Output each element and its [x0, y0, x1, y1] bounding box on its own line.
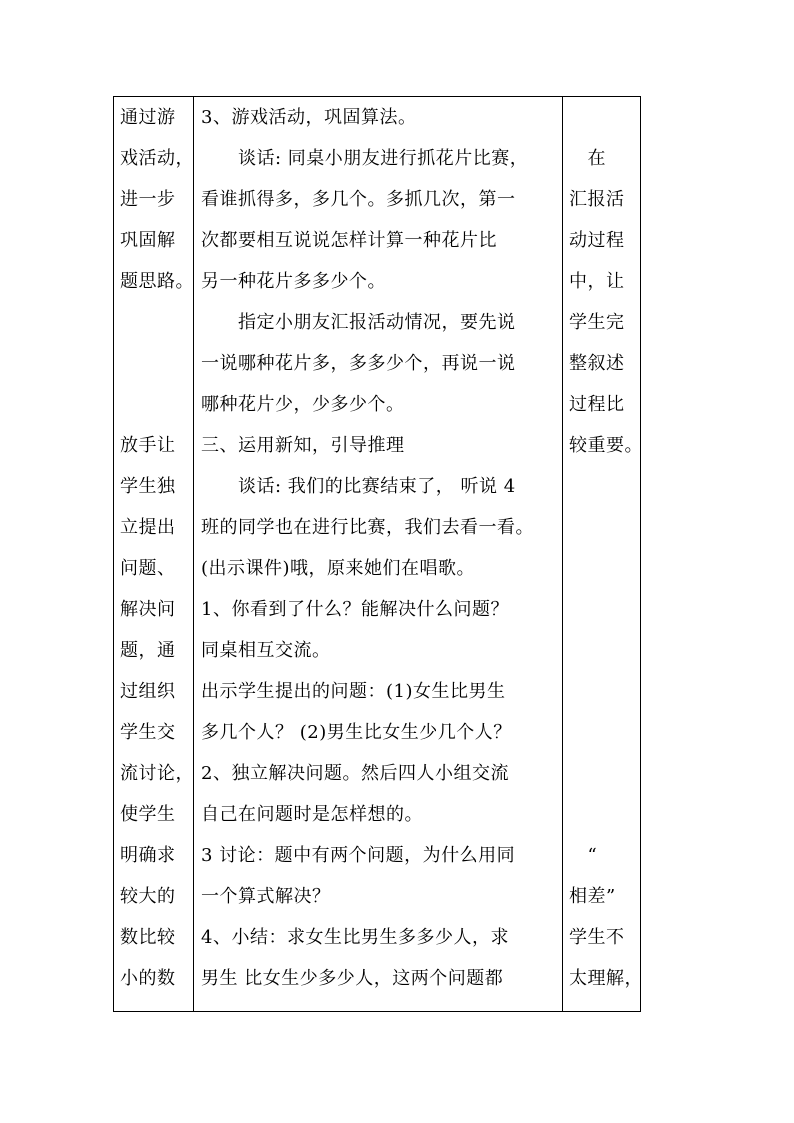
process-line: 一说哪种花片多，多多少个，再说一说	[201, 353, 516, 374]
reflection-line: 太理解，	[569, 968, 643, 989]
process-line: 三、运用新知，引导推理	[201, 435, 405, 456]
process-line: 另一种花片多多少个。	[201, 271, 386, 292]
process-line: 3、游戏活动，巩固算法。	[201, 107, 417, 128]
intent-line: 数比较	[120, 927, 176, 948]
intent-line: 戏活动，	[120, 148, 194, 169]
intent-line: 进一步	[120, 189, 176, 210]
reflection-line: 相差”	[569, 886, 616, 907]
reflection-line: 学生完	[569, 312, 625, 333]
process-line: 谈话: 同桌小朋友进行抓花片比赛，	[201, 148, 529, 169]
intent-line: 明确求	[120, 845, 176, 866]
intent-line: 巩固解	[120, 230, 176, 251]
intent-line: 解决问	[120, 599, 176, 620]
reflection-line: 学生不	[569, 927, 625, 948]
intent-line: 学生交	[120, 722, 176, 743]
process-line: (出示课件)哦，原来她们在唱歌。	[201, 558, 476, 579]
intent-line: 立提出	[120, 517, 176, 538]
teaching-process-column	[194, 97, 562, 1011]
intent-line: 通过游	[120, 107, 176, 128]
design-intent-column	[114, 97, 193, 1011]
intent-line: 题思路。	[120, 271, 194, 292]
process-line: 哪种花片少，少多少个。	[201, 394, 405, 415]
reflection-line: 在	[569, 148, 606, 169]
lesson-plan-table	[113, 96, 641, 1012]
process-line: 班的同学也在进行比赛，我们去看一看。	[201, 517, 534, 538]
process-line: 一个算式解决？	[201, 886, 331, 907]
reflection-line: 动过程	[569, 230, 625, 251]
reflection-column	[563, 97, 641, 1011]
intent-line: 较大的	[120, 886, 176, 907]
process-line: 看谁抓得多，多几个。多抓几次，第一	[201, 189, 516, 210]
process-line: 次都要相互说说怎样计算一种花片比	[201, 230, 497, 251]
reflection-line: 整叙述	[569, 353, 625, 374]
reflection-line: “	[569, 845, 598, 866]
reflection-line: 汇报活	[569, 189, 625, 210]
process-line: 男生 比女生少多少人，这两个问题都	[201, 968, 504, 989]
process-line: 自己在问题时是怎样想的。	[201, 804, 423, 825]
process-line: 多几个人？ (2)男生比女生少几个人？	[201, 722, 512, 743]
intent-line: 使学生	[120, 804, 176, 825]
process-line: 谈话: 我们的比赛结束了， 听说 4	[201, 476, 516, 497]
process-line: 3 讨论：题中有两个问题，为什么用同	[201, 845, 516, 866]
intent-line: 题，通	[120, 640, 176, 661]
process-line: 2、独立解决问题。然后四人小组交流	[201, 763, 509, 784]
intent-line: 小的数	[120, 968, 176, 989]
process-line: 4、小结：求女生比男生多多少人，求	[201, 927, 509, 948]
intent-line: 过组织	[120, 681, 176, 702]
process-line: 出示学生提出的问题：(1)女生比男生	[201, 681, 506, 702]
process-line: 同桌相互交流。	[201, 640, 331, 661]
process-line: 指定小朋友汇报活动情况，要先说	[201, 312, 516, 333]
reflection-line: 过程比	[569, 394, 625, 415]
reflection-line: 较重要。	[569, 435, 643, 456]
intent-line: 放手让	[120, 435, 176, 456]
reflection-line: 中，让	[569, 271, 625, 292]
process-line: 1、你看到了什么？能解决什么问题？	[201, 599, 509, 620]
intent-line: 学生独	[120, 476, 176, 497]
intent-line: 流讨论，	[120, 763, 194, 784]
intent-line: 问题、	[120, 558, 176, 579]
